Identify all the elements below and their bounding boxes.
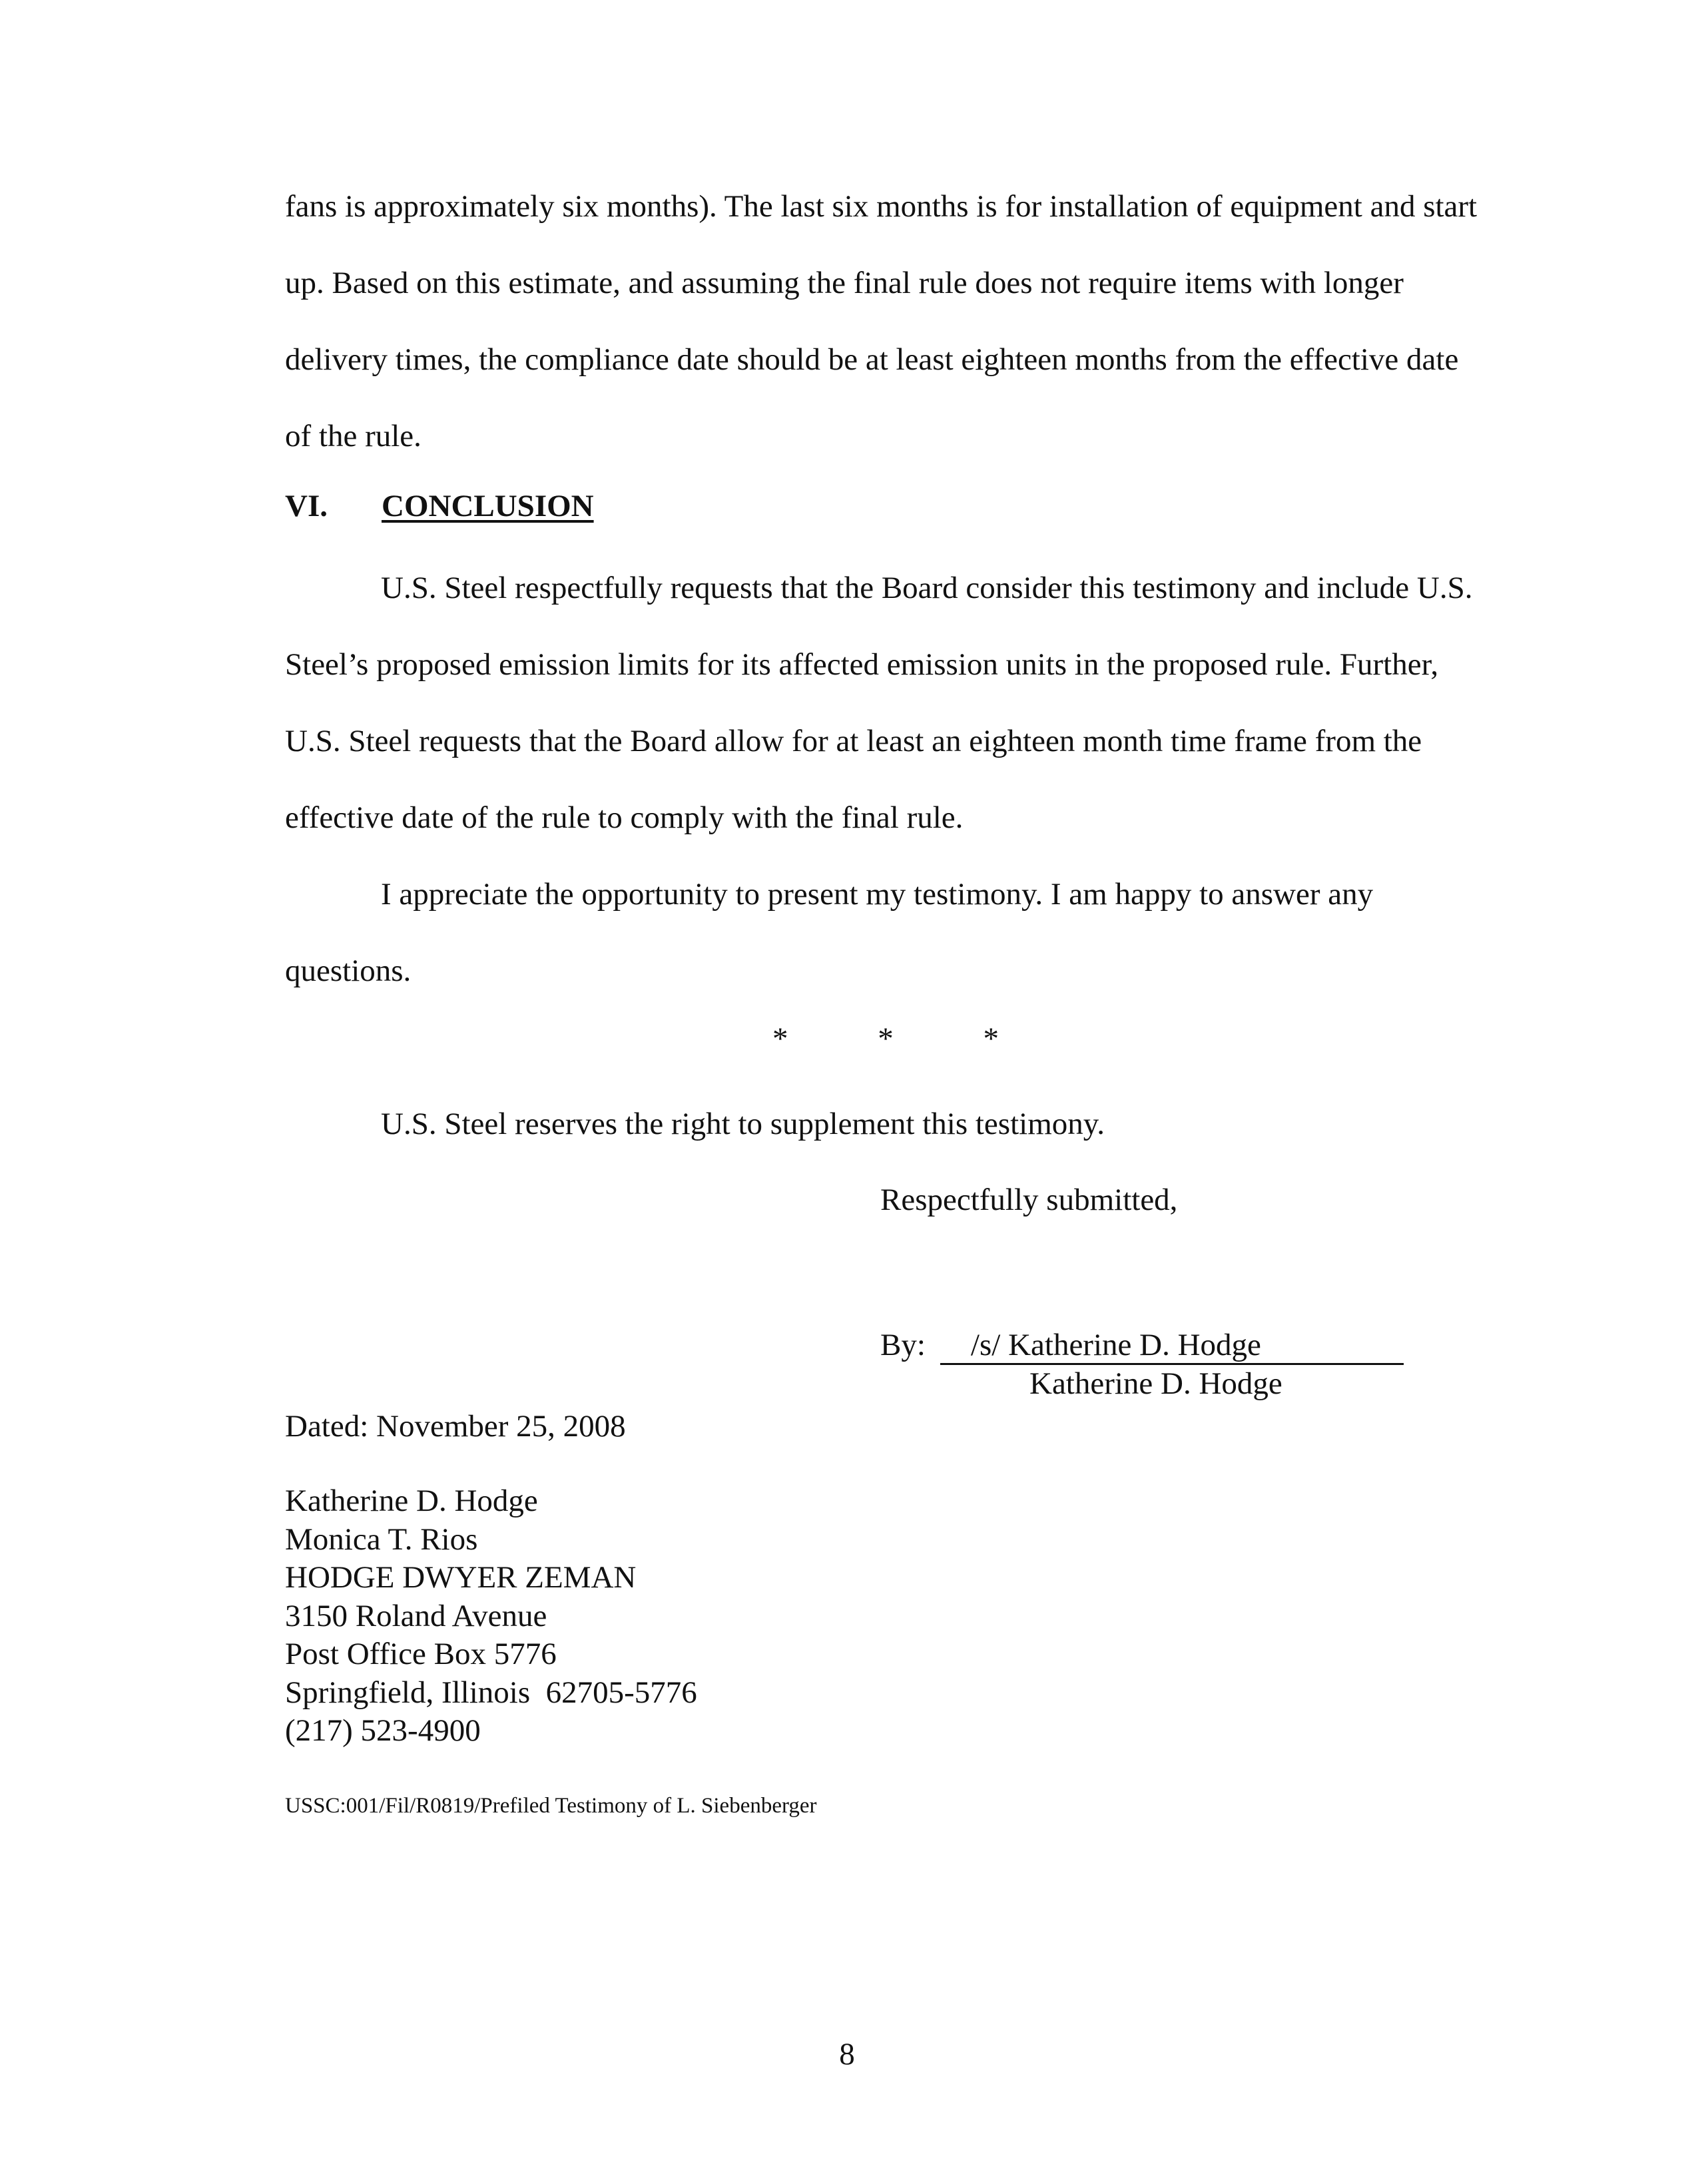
asterisk: * xyxy=(878,1021,894,1056)
address-line: Katherine D. Hodge xyxy=(285,1484,538,1518)
section-title: CONCLUSION xyxy=(382,489,594,523)
asterisk: * xyxy=(772,1021,788,1056)
closing-text: Respectfully submitted, xyxy=(880,1183,1178,1217)
address-line: Springfield, Illinois 62705-5776 xyxy=(285,1675,697,1710)
address-line: HODGE DWYER ZEMAN xyxy=(285,1560,637,1595)
section-number: VI. xyxy=(285,489,328,523)
address-line: (217) 523-4900 xyxy=(285,1713,481,1748)
signature-line xyxy=(880,1325,1404,1365)
address-line: Monica T. Rios xyxy=(285,1521,478,1557)
separator-asterisks xyxy=(772,1019,999,1059)
signature-field: /s/ Katherine D. Hodge xyxy=(940,1327,1404,1365)
reservation-text: U.S. Steel reserves the right to supplement this testimony. xyxy=(381,1107,1105,1141)
request-paragraph: U.S. Steel respectfully requests that the Board consider this testimony and include U.S. Steel’s proposed emission limits for its affected emission units in the proposed rule. Further, U.S. Steel requests that the Board allow for at least an eighteen month time frame from the effective date of the rule to comply with the final rule. xyxy=(285,571,1473,835)
page-number: 8 xyxy=(839,2037,855,2071)
attorney-address-block xyxy=(285,1482,697,1751)
section-heading xyxy=(285,486,594,526)
asterisk: * xyxy=(983,1021,999,1056)
signer-printed-name: Katherine D. Hodge xyxy=(1029,1366,1282,1401)
address-line: 3150 Roland Avenue xyxy=(285,1598,547,1633)
file-reference: USSC:001/Fil/R0819/Prefiled Testimony of L. Siebenberger xyxy=(285,1794,817,1818)
intro-paragraph: fans is approximately six months). The last six months is for installation of equipment and start up. Based on this estimate, and assuming the final rule does not require items with longer delivery times, the compliance date should be at least eighteen months from the effective date of the rule. xyxy=(285,189,1478,453)
address-line: Post Office Box 5776 xyxy=(285,1637,557,1671)
dated-line: Dated: November 25, 2008 xyxy=(285,1409,626,1444)
by-label: By: xyxy=(880,1328,926,1362)
appreciation-paragraph: I appreciate the opportunity to present my testimony. I am happy to answer any questions. xyxy=(285,877,1374,988)
